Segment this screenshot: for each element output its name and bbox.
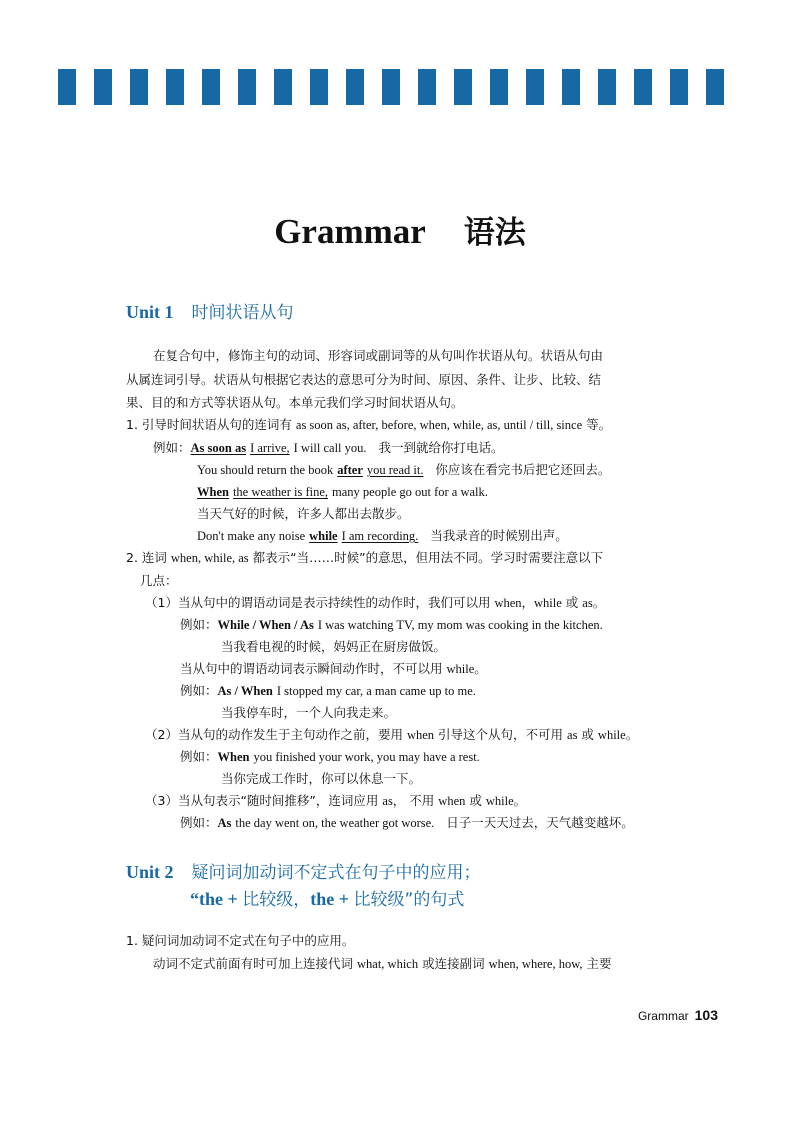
unit2-title-line-2 xyxy=(190,885,464,910)
sub2-conj-c: while。 xyxy=(597,728,639,742)
point2-line-2: 几点： xyxy=(140,573,178,588)
header-stripe xyxy=(634,69,652,105)
point2-line xyxy=(126,550,603,566)
sub2-line xyxy=(145,727,638,743)
sub1-note-text: 当从句中的谓语动词表示瞬间动作时，不可以用 xyxy=(180,661,443,676)
example-1 xyxy=(153,440,503,456)
header-stripe xyxy=(130,69,148,105)
sub2-conj-b: as xyxy=(567,728,578,742)
page-title-en: Grammar xyxy=(274,212,426,251)
sub1-example xyxy=(180,617,603,633)
header-stripe xyxy=(202,69,220,105)
point1-line xyxy=(126,417,611,433)
point1-text: 1. 引导时间状语从句的连词有 xyxy=(126,417,292,432)
example-1-translation: 我一到就给你打电话。 xyxy=(378,440,504,455)
sub1-conj-b: as。 xyxy=(582,596,606,610)
example-2-clause: you read it. xyxy=(366,463,424,477)
sub2-example-keyword: When xyxy=(217,750,250,764)
example-2 xyxy=(197,462,610,478)
point2-text: 2. 连词 xyxy=(126,550,167,565)
unit2-title-the-1: “the + xyxy=(190,889,243,909)
unit1-heading xyxy=(126,298,294,323)
sub1-example-translation: 当我看电视的时候，妈妈正在厨房做饭。 xyxy=(221,639,447,654)
sub2-text-c: 或 xyxy=(581,727,594,742)
point2-conjunctions: when, while, as xyxy=(170,551,249,565)
unit2-heading xyxy=(126,858,481,910)
sub1-text-b: 或 xyxy=(565,595,579,610)
example-label: 例如： xyxy=(180,683,218,698)
sub3-conj-b: when xyxy=(438,794,466,808)
sub2-example xyxy=(180,749,480,765)
sub3-example-translation: 日子一天天过去，天气越变越坏。 xyxy=(446,815,634,830)
page-title-cn: 语法 xyxy=(463,215,526,251)
sub2-text-b: 引导这个从句，不可用 xyxy=(438,727,564,742)
sub3-line xyxy=(145,793,526,809)
sub3-conj-c: while。 xyxy=(485,794,527,808)
example-1-keyword: As soon as xyxy=(190,441,247,455)
header-stripe xyxy=(274,69,292,105)
point1-suffix: 等。 xyxy=(586,417,612,432)
sub3-label: （3） xyxy=(145,793,178,808)
header-stripe xyxy=(346,69,364,105)
sub2-label: （2） xyxy=(145,727,178,742)
header-stripe xyxy=(418,69,436,105)
unit2-title-the-2: the + xyxy=(310,889,354,909)
sub3-example-keyword: As xyxy=(217,816,232,830)
page-title xyxy=(0,207,800,252)
page-number: 103 xyxy=(694,1007,718,1023)
sub3-text-b: 不用 xyxy=(409,793,435,808)
header-stripe xyxy=(94,69,112,105)
sub2-example-translation: 当你完成工作时，你可以休息一下。 xyxy=(221,771,422,786)
sub1-example-2-keyword: As / When xyxy=(217,684,273,698)
sub2-conj-a: when xyxy=(406,728,435,742)
sub3-example-text: the day went on, the weather got worse. xyxy=(235,816,435,830)
example-1-main: I will call you. xyxy=(293,441,367,455)
header-stripe xyxy=(526,69,544,105)
sub3-text: 当从句表示“随时间推移”，连词应用 xyxy=(177,793,379,808)
unit2-paragraph xyxy=(153,956,612,972)
example-2-translation: 你应该在看完书后把它还回去。 xyxy=(435,462,611,477)
example-label: 例如： xyxy=(180,749,218,764)
sub2-example-text: you finished your work, you may have a rest. xyxy=(253,750,480,764)
example-1-clause: I arrive, xyxy=(250,441,290,455)
example-3-translation: 当天气好的时候，许多人都出去散步。 xyxy=(197,506,410,521)
example-label: 例如： xyxy=(153,440,191,455)
header-stripe xyxy=(310,69,328,105)
sub1-text: 当从句中的谓语动词是表示持续性的动作时，我们可以用 xyxy=(177,595,491,610)
sub1-line xyxy=(145,595,605,611)
example-4-translation: 当我录音的时候别出声。 xyxy=(430,528,568,543)
sub3-example xyxy=(180,815,634,831)
header-stripe-bar xyxy=(58,69,758,105)
unit2-title-comparative-1: 比较级， xyxy=(242,890,311,910)
sub1-label: （1） xyxy=(145,595,178,610)
header-stripe xyxy=(58,69,76,105)
example-2-main: You should return the book xyxy=(197,463,334,477)
intro-line-2: 从属连词引导。状语从句根据它表达的意思可分为时间、原因、条件、让步、比较、结 xyxy=(126,372,602,387)
header-stripe xyxy=(706,69,724,105)
example-2-keyword: after xyxy=(337,463,363,477)
sub1-example-2 xyxy=(180,683,476,699)
header-stripe xyxy=(454,69,472,105)
unit2-para-text-c: 主要 xyxy=(586,956,612,971)
intro-line-1: 在复合句中，修饰主句的动词、形容词或副词等的从句叫作状语从句。状语从句由 xyxy=(153,348,604,363)
example-3-main: many people go out for a walk. xyxy=(332,485,488,499)
page-footer xyxy=(638,1007,718,1023)
example-3-keyword: When xyxy=(197,485,229,499)
header-stripe xyxy=(670,69,688,105)
sub1-example-keyword: While / When / As xyxy=(217,618,314,632)
unit2-title-line-1: 疑问词加动词不定式在句子中的应用； xyxy=(191,863,481,883)
example-3 xyxy=(197,484,488,500)
sub1-conj-a: when，while xyxy=(494,596,562,610)
unit2-para-pronouns: what, which xyxy=(357,957,419,971)
unit2-para-text-b: 或连接副词 xyxy=(422,956,485,971)
footer-label: Grammar xyxy=(637,1009,689,1023)
header-stripe xyxy=(382,69,400,105)
example-4-clause: I am recording. xyxy=(341,529,419,543)
example-label: 例如： xyxy=(180,617,218,632)
unit2-title-comparative-2: 比较级”的句式 xyxy=(353,890,465,910)
header-stripe xyxy=(490,69,508,105)
example-3-clause: the weather is fine, xyxy=(232,485,329,499)
sub1-example-2-translation: 当我停车时，一个人向我走来。 xyxy=(221,705,397,720)
intro-line-3: 果、目的和方式等状语从句。本单元我们学习时间状语从句。 xyxy=(126,395,464,410)
sub1-note xyxy=(180,661,487,677)
point1-conjunctions: as soon as, after, before, when, while, as, until / till, since xyxy=(295,418,583,432)
sub1-example-2-text: I stopped my car, a man came up to me. xyxy=(276,684,476,698)
header-stripe xyxy=(562,69,580,105)
header-stripe xyxy=(598,69,616,105)
unit1-label: Unit 1 xyxy=(126,302,174,322)
sub3-conj-a: as， xyxy=(382,794,406,808)
sub2-text: 当从句的动作发生于主句动作之前，要用 xyxy=(177,727,403,742)
header-stripe xyxy=(166,69,184,105)
unit2-point1: 1. 疑问词加动词不定式在句子中的应用。 xyxy=(126,933,355,948)
sub1-example-text: I was watching TV, my mom was cooking in the kitchen. xyxy=(317,618,603,632)
example-label: 例如： xyxy=(180,815,218,830)
example-4-keyword: while xyxy=(309,529,338,543)
sub1-note-conj: while。 xyxy=(446,662,487,676)
example-4 xyxy=(197,528,568,544)
point2-text-b: 都表示“当……时候”的意思，但用法不同。学习时需要注意以下 xyxy=(252,550,604,565)
header-stripe xyxy=(238,69,256,105)
unit2-label: Unit 2 xyxy=(126,862,174,882)
unit2-para-adverbs: when, where, how, xyxy=(488,957,583,971)
unit2-para-text: 动词不定式前面有时可加上连接代词 xyxy=(153,956,354,971)
sub3-text-c: 或 xyxy=(469,793,482,808)
example-4-main: Don't make any noise xyxy=(197,529,306,543)
unit1-title: 时间状语从句 xyxy=(191,303,294,323)
